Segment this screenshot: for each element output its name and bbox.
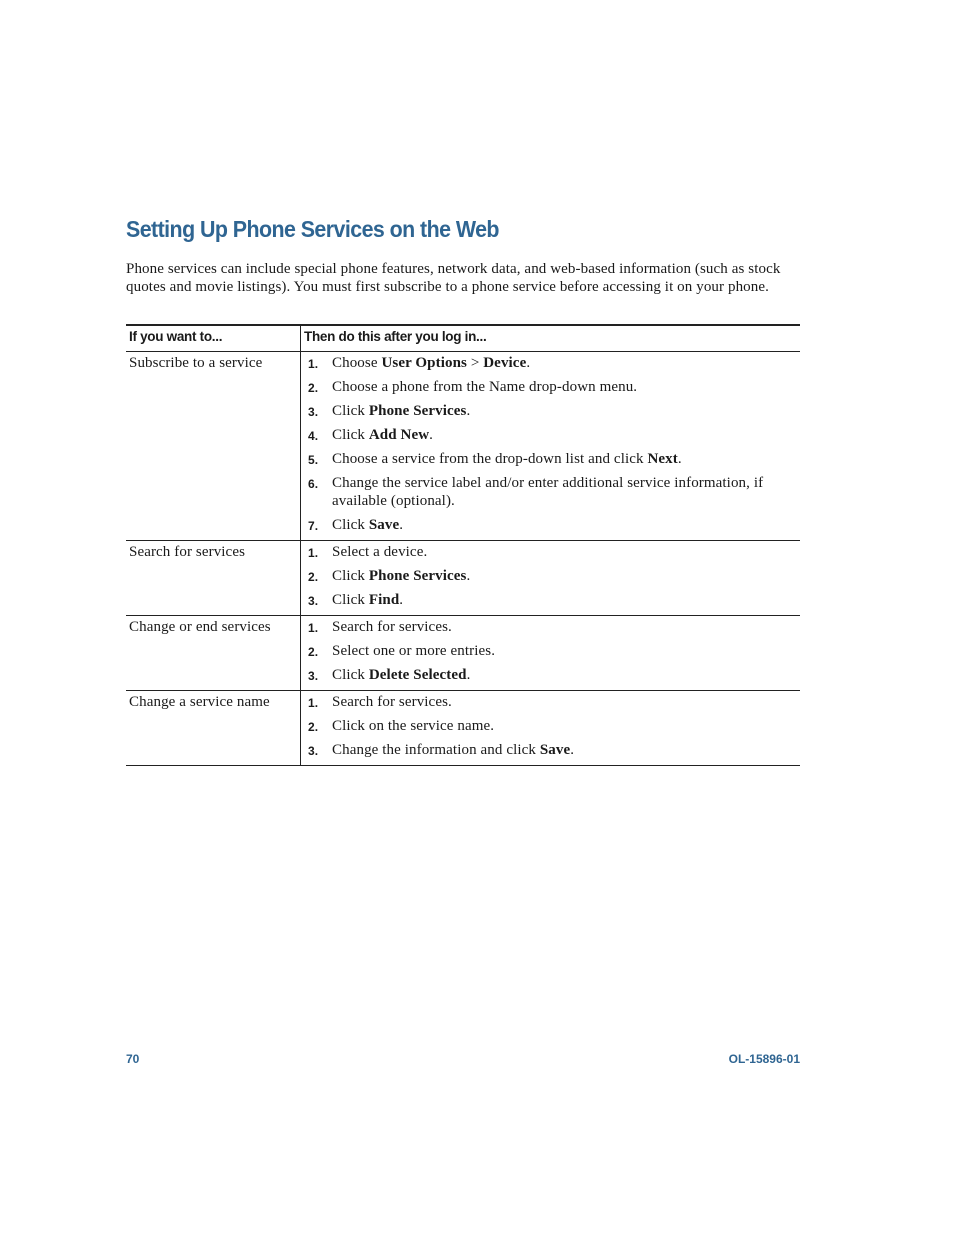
- step-text: Click: [332, 592, 369, 608]
- step-text: Change the service label and/or enter additional service information, if available (optional).: [332, 475, 764, 509]
- step-emphasis: Device: [483, 355, 527, 371]
- step-item: [307, 354, 792, 372]
- step-text: Change the information and click: [332, 742, 540, 758]
- step-emphasis: Phone Services: [368, 568, 467, 584]
- step-text: Search for services.: [332, 694, 452, 710]
- table-row: [126, 352, 800, 541]
- step-item: [307, 450, 792, 468]
- step-item: [307, 666, 792, 684]
- step-number: 5.: [308, 453, 319, 467]
- step-item: [307, 741, 792, 759]
- step-item: [307, 717, 792, 735]
- step-text: Click on the service name.: [332, 718, 495, 734]
- steps-cell: [301, 691, 801, 766]
- column-header-steps: Then do this after you log in...: [301, 325, 801, 352]
- step-item: [307, 567, 792, 585]
- task-cell: Change or end services: [126, 616, 301, 691]
- step-number: 1.: [308, 357, 319, 371]
- step-item: [307, 516, 792, 534]
- step-emphasis: Delete Selected: [368, 667, 467, 683]
- step-text: .: [677, 451, 682, 467]
- step-text: Click: [332, 667, 369, 683]
- step-number: 3.: [308, 405, 319, 419]
- step-text: .: [466, 568, 471, 584]
- step-item: [307, 426, 792, 444]
- step-number: 1.: [308, 546, 319, 560]
- step-text: Select a device.: [332, 544, 428, 560]
- step-text: .: [526, 355, 531, 371]
- step-item: [307, 642, 792, 660]
- task-cell: Change a service name: [126, 691, 301, 766]
- step-number: 2.: [308, 645, 319, 659]
- step-number: 3.: [308, 594, 319, 608]
- steps-cell: [301, 352, 801, 541]
- step-text: .: [466, 667, 471, 683]
- step-list: [307, 354, 792, 534]
- step-number: 1.: [308, 621, 319, 635]
- step-text: Click: [332, 517, 369, 533]
- step-emphasis: Phone Services: [368, 403, 467, 419]
- steps-cell: [301, 541, 801, 616]
- step-text: >: [466, 355, 484, 371]
- step-text: .: [429, 427, 434, 443]
- step-list: [307, 543, 792, 609]
- table-row: [126, 541, 800, 616]
- step-emphasis: Save: [539, 742, 571, 758]
- step-number: 3.: [308, 669, 319, 683]
- step-text: Choose a phone from the Name drop-down menu.: [332, 379, 638, 395]
- table-row: [126, 616, 800, 691]
- step-text: Click: [332, 403, 369, 419]
- step-text: Select one or more entries.: [332, 643, 496, 659]
- table-header-row: [126, 325, 800, 352]
- column-header-task: If you want to...: [126, 325, 301, 352]
- step-text: .: [399, 517, 404, 533]
- step-text: Choose: [332, 355, 382, 371]
- table-body: [126, 352, 800, 766]
- task-cell: Search for services: [126, 541, 301, 616]
- step-number: 6.: [308, 477, 319, 491]
- step-text: Search for services.: [332, 619, 452, 635]
- page-number: 70: [126, 1052, 140, 1066]
- step-emphasis: Add New: [368, 427, 430, 443]
- table-row: [126, 691, 800, 766]
- step-number: 2.: [308, 720, 319, 734]
- step-item: [307, 591, 792, 609]
- document-id: OL-15896-01: [728, 1052, 800, 1066]
- step-text: .: [399, 592, 404, 608]
- step-text: .: [570, 742, 575, 758]
- step-number: 4.: [308, 429, 319, 443]
- step-item: [307, 543, 792, 561]
- step-item: [307, 378, 792, 396]
- phone-services-table: [126, 324, 800, 766]
- step-number: 2.: [308, 570, 319, 584]
- task-cell: Subscribe to a service: [126, 352, 301, 541]
- step-number: 2.: [308, 381, 319, 395]
- steps-cell: [301, 616, 801, 691]
- step-text: Choose a service from the drop-down list and click: [332, 451, 648, 467]
- step-emphasis: User Options: [381, 355, 467, 371]
- step-item: [307, 402, 792, 420]
- step-list: [307, 693, 792, 759]
- step-text: .: [466, 403, 471, 419]
- step-item: [307, 693, 792, 711]
- step-text: Click: [332, 568, 369, 584]
- step-number: 7.: [308, 519, 319, 533]
- step-number: 3.: [308, 744, 319, 758]
- step-text: Click: [332, 427, 369, 443]
- step-emphasis: Find: [368, 592, 400, 608]
- step-emphasis: Save: [368, 517, 400, 533]
- step-item: [307, 474, 792, 510]
- intro-paragraph: Phone services can include special phone features, network data, and web-based information (such as stock quotes and movie listings). You must first subscribe to a phone service before accessing it on your phone.: [126, 261, 781, 296]
- step-emphasis: Next: [647, 451, 678, 467]
- step-item: [307, 618, 792, 636]
- step-number: 1.: [308, 696, 319, 710]
- page-title: Setting Up Phone Services on the Web: [126, 216, 499, 242]
- step-list: [307, 618, 792, 684]
